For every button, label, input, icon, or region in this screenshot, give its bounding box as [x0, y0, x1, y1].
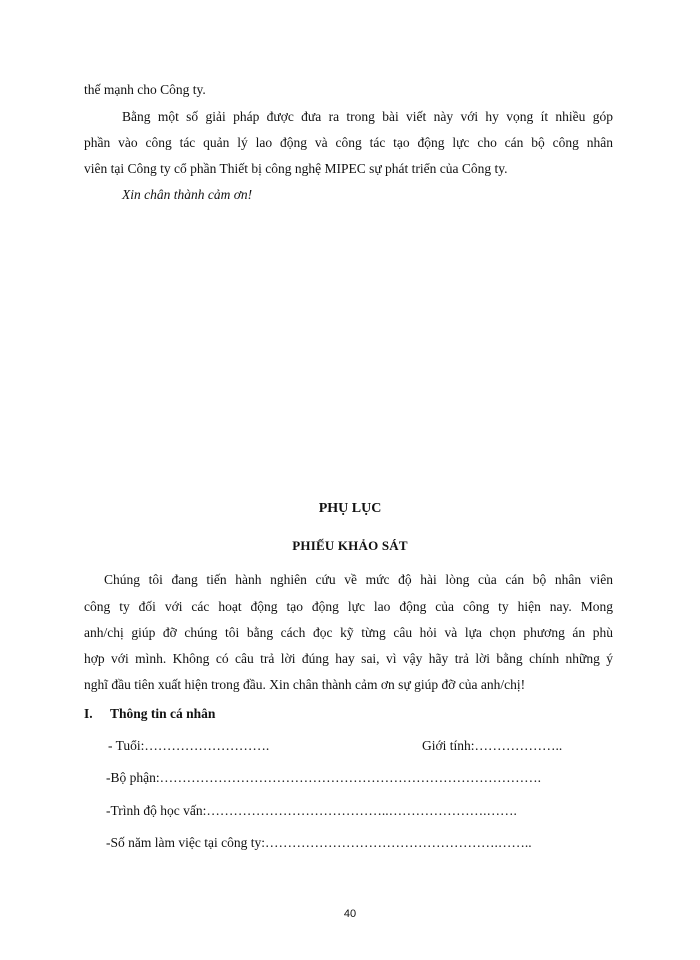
intro-text-line: Chúng tôi đang tiến hành nghiên cứu về mức độ hài lòng của cán bộ nhân viên	[104, 572, 613, 587]
body-text-line: phần vào công tác quản lý lao động và công tác tạo động lực cho cán bộ công nhân	[84, 135, 613, 150]
age-field[interactable]: - Tuổi:……………………….	[108, 738, 270, 753]
education-field[interactable]: -Trình độ học vấn:…………………………………..………………….…….	[106, 803, 517, 818]
intro-text-line: nghĩ đầu tiên xuất hiện trong đầu. Xin chân thành cảm ơn sự giúp đỡ của anh/chị!	[84, 677, 526, 692]
appendix-title: PHỤ LỤC	[318, 501, 382, 516]
survey-title: PHIẾU KHẢO SÁT	[292, 538, 408, 553]
body-text-line: Bằng một số giải pháp được đưa ra trong bài viết này với hy vọng ít nhiều góp	[122, 109, 613, 124]
section-title: Thông tin cá nhân	[110, 706, 216, 721]
intro-text-line: hợp với mình. Không có câu trả lời đúng hay sai, vì vậy hãy trả lời bằng chính những ý	[84, 651, 613, 666]
department-field[interactable]: -Bộ phận:………………………………………………………………………….	[106, 770, 541, 785]
closing-thanks: Xin chân thành cảm ơn!	[122, 187, 253, 202]
body-text-line: viên tại Công ty cổ phần Thiết bị công nghệ MIPEC sự phát triển của Công ty.	[84, 161, 508, 176]
section-number: I.	[84, 706, 93, 721]
intro-text-line: công ty đối với các hoạt động tạo động lực lao động của công ty hiện nay. Mong	[84, 599, 613, 614]
body-text-line: thế mạnh cho Công ty.	[84, 82, 206, 97]
intro-text-line: anh/chị giúp đỡ chúng tôi bằng cách đọc kỹ từng câu hỏi và lựa chọn phương án phù	[84, 625, 613, 640]
page-number: 40	[343, 908, 357, 920]
gender-field[interactable]: Giới tính:………………..	[422, 738, 563, 753]
years-worked-field[interactable]: -Số năm làm việc tại công ty:…………………………………………….……..	[106, 835, 532, 850]
